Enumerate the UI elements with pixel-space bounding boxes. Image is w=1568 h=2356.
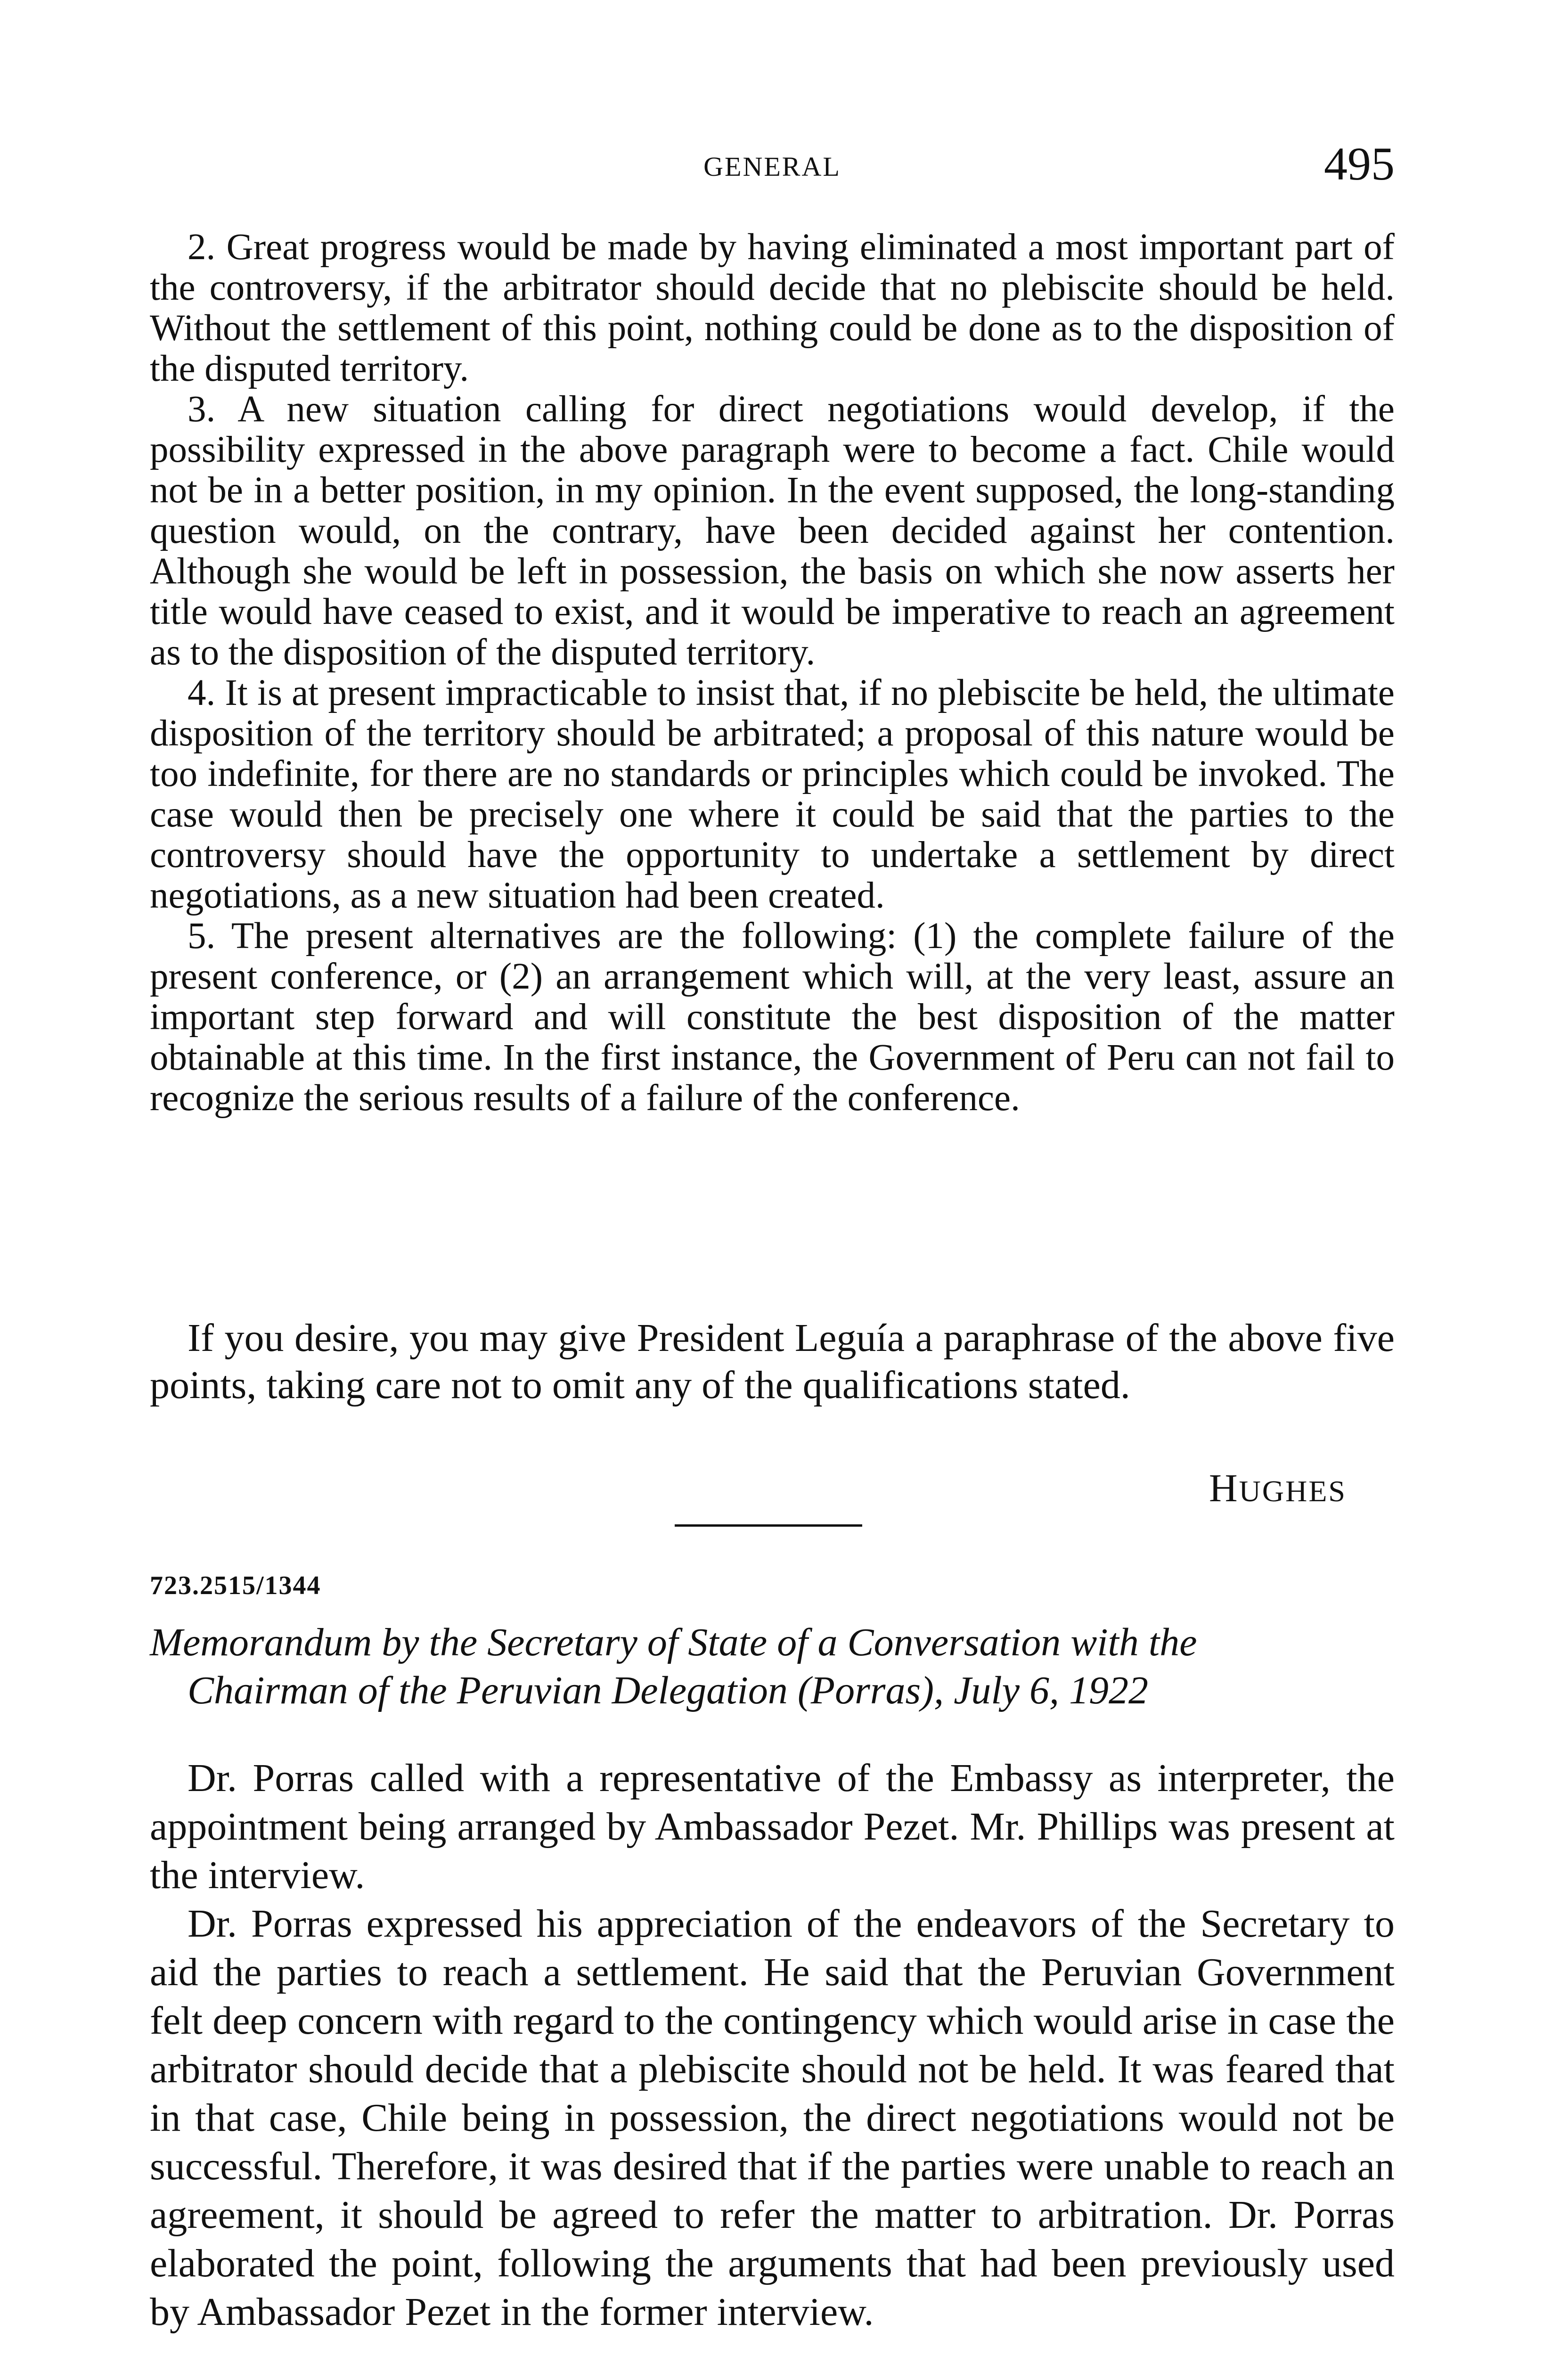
numbered-points <box>150 227 1395 1119</box>
memo-title-line-1: Memorandum by the Secretary of State of a Conversation with the <box>150 1620 1197 1664</box>
page-number: 495 <box>1324 138 1395 190</box>
running-title: GENERAL <box>703 151 841 182</box>
file-number: 723.2515/1344 <box>150 1571 321 1600</box>
point-3: 3. A new situation calling for direct negotiations would develop, if the possibility expressed in the above paragraph were to become a fact. Chile would not be in a better position, in my opinion. In the event supposed, the long-standing question would, on the contrary, have been decided against her contention. Although she would be left in possession, the basis on which she now asserts her title would have ceased to exist, and it would be imperative to reach an agreement as to the disposition of the disputed territory. <box>150 389 1395 673</box>
memo-title <box>150 1619 1395 1715</box>
memo-paragraph-2: Dr. Porras expressed his appreciation of the endeavors of the Secretary to aid the parties to reach a settlement. He said that the Peruvian Government felt deep concern with regard to the contingency which would arise in case the arbitrator should decide that a plebiscite should not be held. It was feared that in that case, Chile being in possession, the direct negotiations would not be successful. Therefore, it was desired that if the parties were unable to reach an agreement, it should be agreed to refer the matter to arbitration. Dr. Porras elaborated the point, following the arguments that had been previously used by Ambassador Pezet in the former interview. <box>150 1902 1395 2334</box>
section-divider <box>675 1524 862 1527</box>
signature-initial: H <box>1209 1466 1239 1510</box>
signature-rest: UGHES <box>1239 1474 1347 1508</box>
point-2: 2. Great progress would be made by having eliminated a most important part of the controversy, if the arbitrator should decide that no plebiscite should be held. Without the settlement of this point, nothing could be done as to the disposition of the disputed territory. <box>150 227 1395 389</box>
memo-body <box>150 1754 1395 2336</box>
closing-text: If you desire, you may give President Leguía a paraphrase of the above five points, taking care not to omit any of the qualifications stated. <box>150 1316 1395 1407</box>
signature <box>1209 1465 1347 1511</box>
closing-paragraph <box>150 1315 1395 1409</box>
memo-paragraph-1: Dr. Porras called with a representative of the Embassy as interpreter, the appointment being arranged by Ambassador Pezet. Mr. Phillips was present at the interview. <box>150 1756 1395 1897</box>
running-head <box>150 137 1395 188</box>
point-5: 5. The present alternatives are the following: (1) the complete failure of the present conference, or (2) an arrangement which will, at the very least, assure an important step forward and will constitute the best disposition of the matter obtainable at this time. In the first instance, the Government of Peru can not fail to recognize the serious results of a failure of the conference. <box>150 916 1395 1119</box>
point-4: 4. It is at present impracticable to insist that, if no plebiscite be held, the ultimate disposition of the territory should be arbitrated; a proposal of this nature would be too indefinite, for there are no standards or principles which could be invoked. The case would then be precisely one where it could be said that the parties to the controversy should have the opportunity to undertake a settlement by direct negotiations, as a new situation had been created. <box>150 672 1395 916</box>
memo-title-line-2: Chairman of the Peruvian Delegation (Porras), July 6, 1922 <box>188 1669 1149 1712</box>
